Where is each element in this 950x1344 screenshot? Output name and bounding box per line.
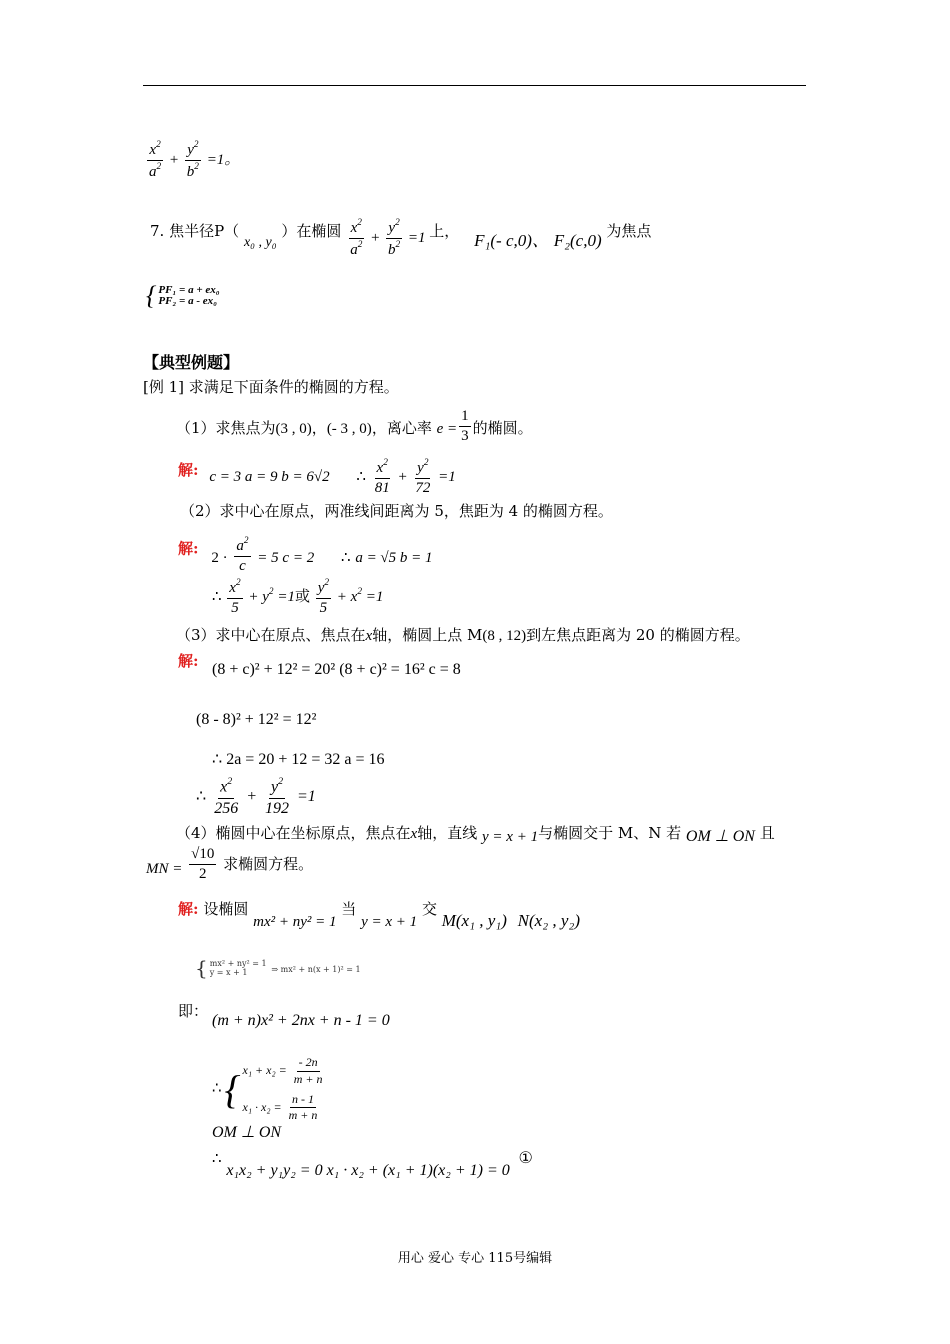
q4-final-eq: x₁x₂ + y₁y₂ = 0 x₁ · x₂ + (x₁ + 1)(x₂ + 1) = 0: [226, 1162, 510, 1179]
q4-vieta-system: ∴ { x₁ + x₂ = $\frac{- 2n}{m + n}$ x₁ · x₂ = $\frac{n - 1}{m + n}$: [212, 1055, 323, 1123]
q4-perp-line: OM ⊥ ON: [212, 1124, 282, 1141]
q4-set-ellipse: 设椭圆: [203, 900, 249, 918]
q4-point-n: N(x₂ , y₂): [517, 911, 580, 930]
q4-text-a: （4）椭圆中心在坐标原点，焦点在: [176, 824, 411, 842]
q4-point-m: M(x₁ , y₁): [441, 911, 507, 930]
item7-end: 为焦点: [606, 222, 652, 241]
q1-solution-values: c = 3 a = 9 b = 6√2: [209, 469, 330, 486]
q4-prod-num: n - 1: [290, 1093, 316, 1109]
page-footer: 用心 爱心 专心 115号编辑: [397, 1251, 553, 1266]
q1-text-a: （1）求焦点为: [176, 418, 276, 437]
q1-end: 的椭圆。: [472, 418, 533, 437]
focus-f2: F₂(c,0): [553, 231, 602, 251]
item7-mid: ）在椭圆: [281, 222, 342, 241]
q4-vieta-product: x₁ · x₂ =: [242, 1099, 282, 1114]
therefore-symbol: ∴: [340, 547, 351, 566]
q2-question: （2）求中心在原点，两准线间距离为 5，焦距为 4 的椭圆方程。: [180, 502, 613, 520]
q4-quadratic: (m + n)x² + 2nx + n - 1 = 0: [212, 1012, 390, 1029]
q3-solution-label: 解:: [178, 652, 199, 670]
item7-coords: x₀ , y₀: [243, 235, 277, 251]
item7-on: 上，: [429, 222, 460, 241]
q4-sum-num: - 2n: [297, 1056, 320, 1072]
q4-line-eq: y = x + 1: [482, 829, 539, 845]
q3-line3-row: [212, 749, 384, 769]
q1-text-b: ，离心率: [371, 418, 432, 437]
therefore-symbol: ∴: [212, 751, 223, 768]
therefore-symbol: ∴: [356, 467, 366, 486]
focal-radius-system: { PF₁ = a + ex₀ PF₂ = a - ex₀: [146, 281, 220, 310]
q2-solution-values: a = √5 b = 1: [355, 549, 433, 566]
q4-solution-setup: [178, 898, 580, 930]
example-intro: [例 1] 求满足下面条件的椭圆的方程。: [143, 378, 399, 396]
q3-line2: (8 - 8)² + 12² = 12²: [196, 711, 317, 728]
q3-line1: (8 + c)² + 12² = 20² (8 + c)² = 16² c = 8: [212, 661, 461, 678]
focus-f1: F₁(- c,0)、: [474, 231, 549, 251]
q4-and: 且: [759, 824, 775, 842]
q4-text-b: 轴，直线: [417, 824, 478, 842]
q4-sum-den: m + n: [293, 1071, 323, 1086]
q1-comma: ，: [311, 418, 327, 437]
q4-tiny-result: ⇒ mx² + n(x + 1)² = 1: [271, 965, 361, 974]
section-title: 【典型例题】: [143, 353, 240, 372]
therefore-symbol: ∴: [212, 1078, 222, 1097]
q3-point: (8 , 12): [482, 628, 527, 644]
q4-line-eq-2: y = x + 1: [361, 914, 418, 930]
q4-mn: MN =: [146, 860, 183, 877]
q3-text-b: 轴，椭圆上点 M: [372, 626, 483, 644]
q4-substitution-system: { mx² + ny² = 1 y = x + 1 ⇒ mx² + n(x + 1)² = 1: [195, 956, 361, 980]
q1-focus2: (- 3 , 0): [326, 420, 372, 437]
q3-text-a: （3）求中心在原点、焦点在: [176, 626, 366, 644]
q3-question: [176, 624, 750, 645]
q2-solution-label: 解:: [178, 539, 199, 558]
q3-result: ∴ $\frac{x^2}{256}$ + $\frac{y^2}{192}$ =1: [196, 776, 316, 817]
item7-line: 7. 焦半径P（ x₀ , y₀ ）在椭圆 $\frac{x^2}{a^2}$ + $\frac{y^2}{b^2}$ =1 上， F₁(- c,0)、 F₂(c,0) 为焦点: [150, 218, 652, 259]
circled-one: ①: [518, 1148, 533, 1167]
q2-solution-rest: = 5 c = 2: [257, 549, 315, 566]
q3-axis: x: [365, 628, 373, 644]
q2-or: 或: [294, 587, 310, 606]
therefore-symbol: ∴: [212, 1149, 222, 1167]
q2-result: ∴ $\frac{x^2}{5}$ + $y^2 =1$或 $\frac{y^2}{5}$ + $x^2 =1$: [212, 578, 384, 617]
focal-radius-row2: PF₂ = a - ex₀: [158, 295, 217, 307]
q4-axis: x: [410, 826, 418, 842]
q4-perp: OM ⊥ ON: [685, 828, 755, 845]
standard-ellipse-formula: $\frac{x^2}{a^2}$ + $\frac{y^2}{b^2}$ =1。: [149, 140, 240, 181]
focal-radius-row1: PF₁ = a + ex₀: [158, 284, 220, 296]
q3-line3: 2a = 20 + 12 = 32 a = 16: [226, 751, 385, 768]
q4-when: 当: [341, 900, 357, 918]
q3-text-c: 到左焦点距离为 20 的椭圆方程。: [526, 626, 750, 644]
q4-question-cont: MN = $\frac{√10}{2}$ 求椭圆方程。: [146, 846, 314, 883]
q1-focus1: (3 , 0): [275, 420, 312, 437]
therefore-symbol: ∴: [212, 589, 222, 606]
q2-solution: 解: 2 · $\frac{a^2}{c}$ = 5 c = 2 ∴ a = √5 b = 1: [178, 536, 433, 575]
formula-tail: 。: [224, 152, 240, 169]
therefore-symbol: ∴: [196, 787, 207, 805]
q4-final-row: [212, 1148, 533, 1179]
q4-prod-den: m + n: [288, 1108, 318, 1123]
q4-ask: 求椭圆方程。: [223, 854, 314, 873]
q4-text-c: 与椭圆交于 M、N 若: [538, 824, 682, 842]
q4-intersect: 交: [421, 900, 437, 918]
q4-solution-label: 解:: [178, 900, 199, 918]
q4-vieta-sum: x₁ + x₂ =: [242, 1063, 287, 1078]
q4-tiny-row2: y = x + 1: [209, 968, 248, 977]
item7-label: 7. 焦半径P（: [150, 222, 240, 241]
q1-solution-label: 解:: [178, 461, 199, 480]
q1-eccentricity: e =: [436, 420, 458, 437]
q4-question: [176, 822, 775, 843]
header-rule: [143, 85, 806, 86]
q1-solution: 解: c = 3 a = 9 b = 6√2 ∴ $\frac{x^2}{81}$ + $\frac{y^2}{72}$ =1: [178, 458, 456, 497]
q4-ellipse-eq: mx² + ny² = 1: [253, 914, 337, 930]
q1-question: （1）求焦点为(3 , 0)，(- 3 , 0)，离心率 e = $\frac{1}{3}$ 的椭圆。: [176, 408, 533, 445]
q4-ie: 即：: [178, 1002, 209, 1020]
q4-tiny-row1: mx² + ny² = 1: [209, 959, 267, 968]
